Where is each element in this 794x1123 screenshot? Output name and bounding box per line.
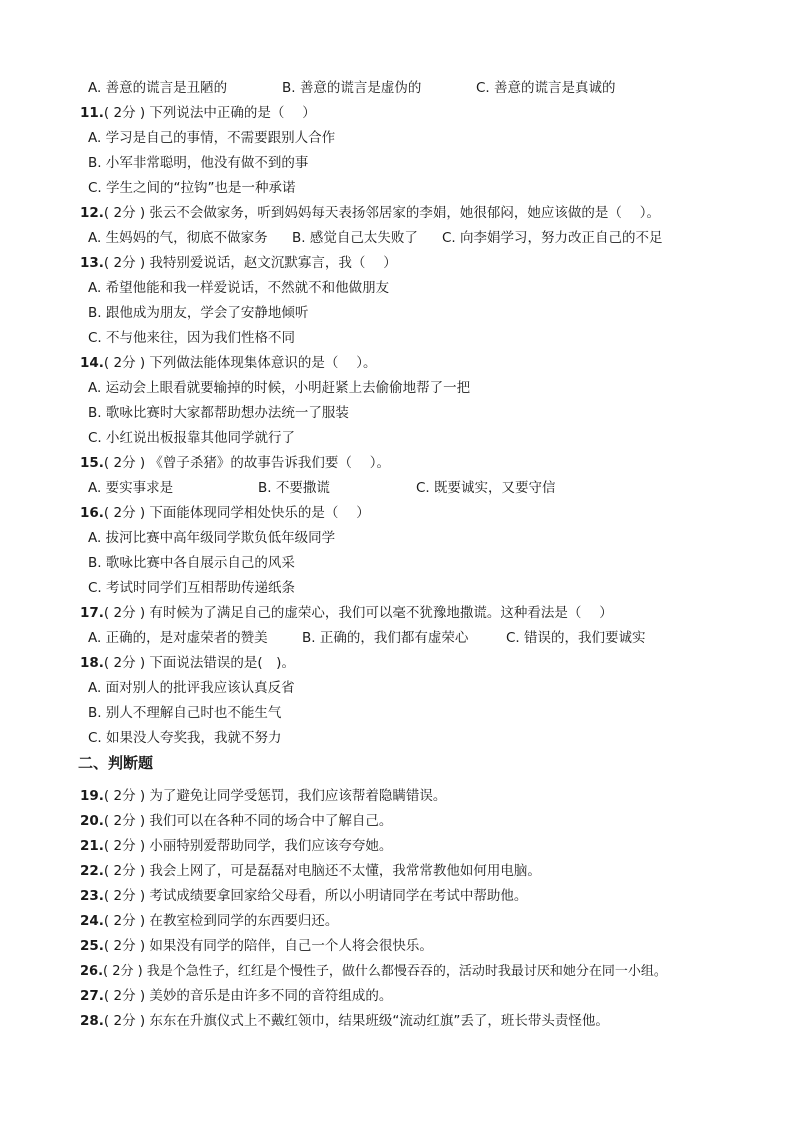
question-13 <box>0 251 794 276</box>
question-text: ( 2分 ) 在教室检到同学的东西要归还。 <box>103 913 339 929</box>
q11-option-c: C. 学生之间的“拉钩”也是一种承诺 <box>88 180 296 196</box>
question-21 <box>0 834 794 859</box>
q13-option-b: B. 跟他成为朋友，学会了安静地倾听 <box>88 305 309 321</box>
question-22 <box>0 859 794 884</box>
q16-option-b: B. 歌咏比赛中各自展示自己的风采 <box>88 555 295 571</box>
q17-option-c: C. 错误的，我们要诚实 <box>506 630 646 646</box>
question-number: 19. <box>80 788 104 804</box>
question-text: ( 2分 ) 我会上网了，可是磊磊对电脑还不太懂，我常常教他如何用电脑。 <box>103 863 541 879</box>
q16-option-c-row <box>0 576 794 601</box>
q16-option-a: A. 拔河比赛中高年级同学欺负低年级同学 <box>88 530 336 546</box>
q13-option-c: C. 不与他来往，因为我们性格不同 <box>88 330 296 346</box>
q10-option-b: B. 善意的谎言是虚伪的 <box>282 80 422 96</box>
q12-options-row <box>0 226 794 251</box>
question-number: 24. <box>80 913 104 929</box>
q16-option-a-row <box>0 526 794 551</box>
q13-option-c-row <box>0 326 794 351</box>
q11-option-b: B. 小军非常聪明，他没有做不到的事 <box>88 155 309 171</box>
q10-options-row <box>0 76 794 101</box>
question-number: 21. <box>80 838 104 854</box>
question-number: 14. <box>80 355 104 371</box>
question-number: 22. <box>80 863 104 879</box>
question-text: ( 2分 ) 下面能体现同学相处快乐的是（ ） <box>103 505 370 521</box>
q14-option-c-row <box>0 426 794 451</box>
q18-option-b: B. 别人不理解自己时也不能生气 <box>88 705 282 721</box>
q10-option-c: C. 善意的谎言是真诚的 <box>476 80 616 96</box>
question-number: 23. <box>80 888 104 904</box>
question-16 <box>0 501 794 526</box>
question-number: 27. <box>80 988 104 1004</box>
question-number: 12. <box>80 205 104 221</box>
q10-option-a: A. 善意的谎言是丑陋的 <box>88 80 228 96</box>
section-heading-judgment: 二、判断题 <box>78 754 154 772</box>
question-text: ( 2分 ) 如果没有同学的陪伴，自己一个人将会很快乐。 <box>103 938 433 954</box>
question-23 <box>0 884 794 909</box>
question-text: ( 2分 ) 我是个急性子，红红是个慢性子，做什么都慢吞吞的，活动时我最讨厌和她分在同一小组。 <box>103 964 667 979</box>
q17-option-a: A. 正确的，是对虚荣者的赞美 <box>88 630 268 646</box>
q11-option-c-row <box>0 176 794 201</box>
question-26 <box>0 959 794 984</box>
question-text: ( 2分 ) 我们可以在各种不同的场合中了解自己。 <box>103 813 393 829</box>
q12-option-c: C. 向李娟学习，努力改正自己的不足 <box>442 230 663 246</box>
question-text: ( 2分 ) 美妙的音乐是由许多不同的音符组成的。 <box>103 988 393 1004</box>
q14-option-b-row <box>0 401 794 426</box>
q14-option-a: A. 运动会上眼看就要输掉的时候，小明赶紧上去偷偷地帮了一把 <box>88 380 471 396</box>
q11-option-a: A. 学习是自己的事情，不需要跟别人合作 <box>88 130 336 146</box>
question-text: ( 2分 ) 《曾子杀猪》的故事告诉我们要（ ）。 <box>103 455 390 471</box>
q13-option-b-row <box>0 301 794 326</box>
question-text: ( 2分 ) 下列说法中正确的是（ ） <box>103 105 316 121</box>
q16-option-c: C. 考试时同学们互相帮助传递纸条 <box>88 580 296 596</box>
question-text: ( 2分 ) 我特别爱说话，赵文沉默寡言，我（ ） <box>103 255 397 271</box>
question-text: ( 2分 ) 张云不会做家务，听到妈妈每天表扬邻居家的李娟，她很郁闷，她应该做的是（ ）。 <box>103 205 660 221</box>
q16-option-b-row <box>0 551 794 576</box>
question-17 <box>0 601 794 626</box>
q11-option-a-row <box>0 126 794 151</box>
q13-option-a: A. 希望他能和我一样爱说话，不然就不和他做朋友 <box>88 280 390 296</box>
q12-option-a: A. 生妈妈的气，彻底不做家务 <box>88 230 268 246</box>
q18-option-a-row <box>0 676 794 701</box>
question-12 <box>0 201 794 226</box>
question-24 <box>0 909 794 934</box>
question-text: ( 2分 ) 为了避免让同学受惩罚，我们应该帮着隐瞒错误。 <box>103 788 447 804</box>
question-11 <box>0 101 794 126</box>
question-text: ( 2分 ) 下列做法能体现集体意识的是（ ）。 <box>103 355 377 371</box>
q18-option-c: C. 如果没人夸奖我，我就不努力 <box>88 730 282 746</box>
question-number: 26. <box>80 964 104 979</box>
question-number: 28. <box>80 1013 104 1029</box>
question-text: ( 2分 ) 东东在升旗仪式上不戴红领巾，结果班级“流动红旗”丢了，班长带头责怪他。 <box>103 1013 609 1029</box>
question-text: ( 2分 ) 下面说法错误的是( )。 <box>103 655 295 671</box>
question-number: 13. <box>80 255 104 271</box>
q18-option-a: A. 面对别人的批评我应该认真反省 <box>88 680 295 696</box>
question-number: 15. <box>80 455 104 471</box>
question-28 <box>0 1009 794 1034</box>
q11-option-b-row <box>0 151 794 176</box>
question-number: 18. <box>80 655 104 671</box>
q15-option-a: A. 要实事求是 <box>88 480 174 496</box>
question-number: 25. <box>80 938 104 954</box>
question-text: ( 2分 ) 小丽特别爱帮助同学，我们应该夸夸她。 <box>103 838 393 854</box>
question-25 <box>0 934 794 959</box>
question-text: ( 2分 ) 考试成绩要拿回家给父母看，所以小明请同学在考试中帮助他。 <box>103 888 528 904</box>
question-number: 16. <box>80 505 104 521</box>
q14-option-b: B. 歌咏比赛时大家都帮助想办法统一了服装 <box>88 405 349 421</box>
question-27 <box>0 984 794 1009</box>
q14-option-a-row <box>0 376 794 401</box>
q15-option-b: B. 不要撒谎 <box>258 480 330 496</box>
q18-option-c-row <box>0 726 794 751</box>
question-number: 17. <box>80 605 104 621</box>
q18-option-b-row <box>0 701 794 726</box>
question-14 <box>0 351 794 376</box>
question-15 <box>0 451 794 476</box>
q13-option-a-row <box>0 276 794 301</box>
q14-option-c: C. 小红说出板报靠其他同学就行了 <box>88 430 296 446</box>
question-text: ( 2分 ) 有时候为了满足自己的虚荣心，我们可以毫不犹豫地撒谎。这种看法是（ ） <box>103 605 613 621</box>
q15-option-c: C. 既要诚实，又要守信 <box>416 480 556 496</box>
question-number: 11. <box>80 105 104 121</box>
q17-option-b: B. 正确的，我们都有虚荣心 <box>302 630 469 646</box>
q12-option-b: B. 感觉自己太失败了 <box>292 230 418 246</box>
q17-options-row <box>0 626 794 651</box>
q15-options-row <box>0 476 794 501</box>
question-18 <box>0 651 794 676</box>
question-20 <box>0 809 794 834</box>
question-19 <box>0 784 794 809</box>
question-number: 20. <box>80 813 104 829</box>
